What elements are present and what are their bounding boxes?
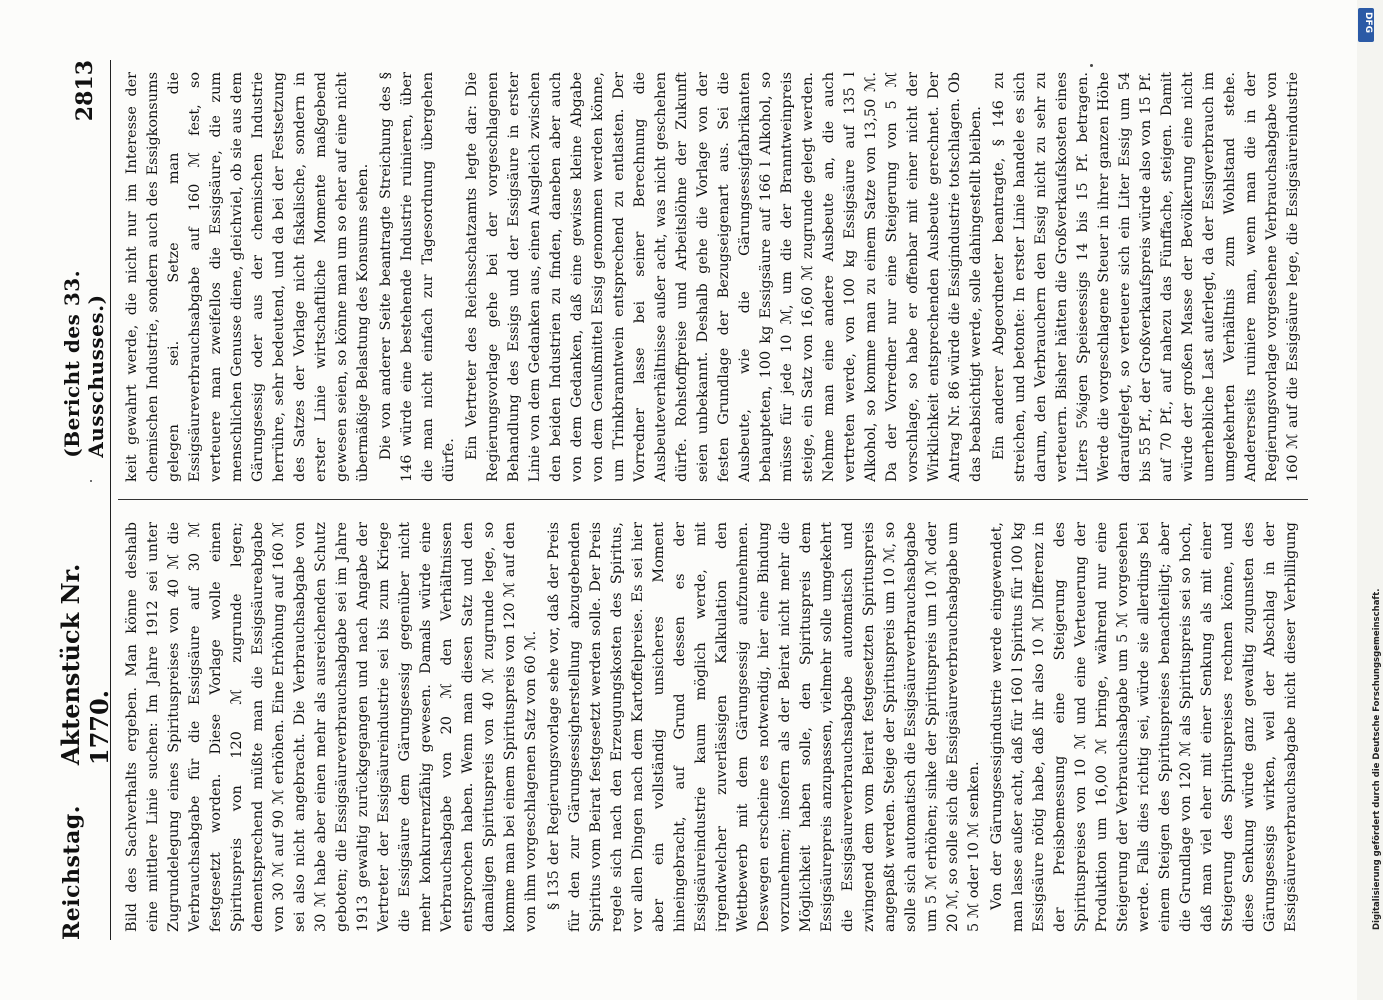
print-speck [1090,64,1093,67]
column-divider [118,499,1308,500]
left-column [122,522,1302,932]
paragraph: Bild des Sachverhalts ergeben. Man könne deshalb eine mittlere Linie suchen: Im Jahre 1912 sei unter Zugrundelegung eines Spirituspreises von 40 ℳ die Verbrauchsabgabe für die Essigsäure auf 30 ℳ festgesetzt worden. Diese Vorlage wolle einen Spirituspreis von 120 ℳ zugrunde legen; dementsprechend müßte man die Essigsäureabgabe von 30 ℳ auf 90 ℳ erhöhen. Eine Erhöhung auf 160 ℳ sei also nicht angebracht. Die Verbrauchsabgabe von 30 ℳ habe aber einen mehr als ausreichenden Schutz geboten; die Essigsäureverbrauchsabgabe sei im Jahre 1913 gewaltig zurückgegangen und nach Angabe der Vertreter der Essigsäureindustrie sei bis zum Kriege die Essigsäure dem Gärungsessig gegenüber nicht mehr konkurrenzfähig gewesen. Damals würde eine Verbrauchsabgabe von 20 ℳ den Verhältnissen entsprochen haben. Wenn man diesen Satz und den damaligen Spirituspreis von 40 ℳ zugrunde lege, so komme man bei einem Spirituspreis von 120 ℳ auf den von ihm vorgeschlagenen Satz von 60 ℳ. [124,522,539,932]
right-column [122,72,1302,482]
paragraph: Die von anderer Seite beantragte Streichung des § 146 würde eine bestehende Industrie ruinieren, über die man nicht einfach zur Tagesordnung übergehen dürfe. [378,72,457,482]
rotated-content [56,60,1330,940]
header-rule [110,60,111,940]
page-number: 2813 [72,60,98,122]
paragraph: § 135 der Regierungsvorlage sehe vor, daß der Preis für den zur Gärungsessigherstellung abzugebenden Spiritus vom Beirat festgesetzt werden solle. Der Preis regele sich nach den Erzeugungskosten des Spiritus, vor allen Dingen nach dem Kartoffelpreise. Es sei hier aber ein vollständig unsicheres Moment hineingebracht, auf Grund dessen es der Essigsäureindustrie kaum möglich werde, mit irgendwelcher zuverlässigen Kalkulation den Wettbewerb mit dem Gärungsessig aufzunehmen. Deswegen erscheine es notwendig, hier eine Bindung vorzunehmen; insofern als der Beirat nicht mehr die Möglichkeit haben solle, den Spirituspreis dem Essigsäurepreis anzupassen, vielmehr solle umgekehrt die Essigsäureverbrauchsabgabe automatisch und zwingend dem vom Beirat festgesetzten Spirituspreis angepaßt werden. Steige der Spirituspreis um 10 ℳ, so solle sich automatisch die Essigsäureverbrauchsabgabe um 5 ℳ erhöhen; sinke der Spirituspreis um 10 ℳ oder 20 ℳ, so solle sich die Essigsäureverbrauchsabgabe um 5 ℳ oder 10 ℳ senken. [546,522,982,932]
header-aktenstueck: Aktenstück Nr. 1770. [56,563,114,766]
paragraph: Von der Gärungsessigindustrie werde eingewendet, man lasse außer acht, daß für 160 l Spiritus für 100 kg Essigsäure nötig habe, daß ihr also 10 ℳ Differenz in der Preisbemessung eine Steigerung des Spirituspreises von 10 ℳ und eine Verteuerung der Produktion um 16,00 ℳ bringe, während nur eine Steigerung der Verbrauchsabgabe um 5 ℳ vorgesehen werde. Falls dies richtig sei, würde sie allerdings bei einem Steigen des Spirituspreises benachteiligt; aber die Grundlage von 120 ℳ als Spirituspreis sei so hoch, daß man viel eher mit einer Senkung als mit einer Steigerung des Spirituspreises rechnen könne, und diese Senkung würde ganz gewaltig zugunsten des Gärungsessigs wirken, weil der Abschlag in der Essigsäureverbrauchsabgabe nicht dieser Verbilligung [989,522,1299,932]
header-reichstag: Reichstag. [59,805,85,940]
dfg-logo-text: DFG [1363,12,1373,34]
header-left [56,121,114,940]
paragraph: keit gewahrt werde, die nicht nur im Interesse der chemischen Industrie, sondern auch des Essigkonsums gelegen sei. Setze man die Essigsäureverbrauchsabgabe auf 160 ℳ fest, so verteuere man zweifellos die Essigsäure, die zum menschlichen Genusse diene, gleichviel, ob sie aus dem Gärungsessig oder aus der chemischen Industrie herrühre, sehr bedeutend, und da bei der Festsetzung des Satzes der Vorlage nicht fiskalische, sondern in erster Linie wirtschaftliche Momente maßgebend gewesen seien, so könne man um so eher auf eine nicht übermäßige Belastung des Konsums sehen. [124,72,371,482]
digitization-note: Digitalisierung gefördert durch die Deutsche Forschungsgemeinschaft. [1372,588,1382,930]
header-bericht: (Bericht des 33. Ausschusses.) [60,269,108,458]
paragraph: Ein anderer Abgeordneter beantragte, § 146 zu streichen, und betonte: In erster Linie handele es sich darum, den Verbrauchern den Essig nicht zu sehr zu verteuern. Bisher hätten die Großverkaufskosten eines Liters 5%igen Speiseessigs 14 bis 15 Pf. betragen. Werde die vorgeschlagene Steuer in ihrer ganzen Höhe daraufgelegt, so verteuere sich ein Liter Essig um 54 bis 55 Pf., der Großverkaufspreis würde also von 15 Pf. auf 70 Pf., auf nahezu das Fünffache, steigen. Damit würde der großen Masse der Bevölkerung eine nicht unerhebliche Last auferlegt, da der Essigverbrauch im umgekehrten Verhältnis zum Wohlstand stehe. Andererseits ruiniere man, wenn man die in der Regierungsvorlage vorgesehene Verbrauchsabgabe von 160 ℳ auf die Essigsäure lege, die Essigsäureindustrie [991,72,1301,482]
dfg-logo [1358,8,1374,42]
page-header [56,60,114,940]
paragraph: Ein Vertreter des Reichsschatzamts legte dar: Die Regierungsvorlage gehe bei der vorgeschlagenen Behandlung des Essigs und der Essigsäure in erster Linie von dem Gedanken aus, einen Ausgleich zwischen den beiden Industrien zu finden, daneben aber auch von dem Gedanken, daß eine gewisse kleine Abgabe von dem Genußmittel Essig genommen werden könne, um Trinkbranntwein entsprechend zu entlasten. Der Vorredner lasse bei seiner Berechnung die Ausbeuteverhältnisse außer acht, was nicht geschehen dürfe. Rohstoffpreise und Arbeitslöhne der Zukunft seien unbekannt. Deshalb gehe die Vorlage von der festen Grundlage der Bezugseigenart aus. Sei die Ausbeute, wie die Gärungsessigfabrikanten behaupteten, 100 kg Essigsäure auf 166 l Alkohol, so müsse für jede 10 ℳ, um die der Branntweinpreis steige, ein Satz von 16,60 ℳ zugrunde gelegt werden. Nehme man eine andere Ausbeute an, die auch vertreten werde, von 100 kg Essigsäure auf 135 l Alkohol, so komme man zu einem Satze von 13,50 ℳ. Da der Vorredner nur eine Steigerung von 5 ℳ vorschlage, so habe er offenbar mit einer nicht der Wirklichkeit entsprechenden Ausbeute gerechnet. Der Antrag Nr. 86 würde die Essigindustrie totschlagen. Ob das beabsichtigt werde, solle dahingestellt bleiben. [464,72,984,482]
print-speck [90,480,92,482]
